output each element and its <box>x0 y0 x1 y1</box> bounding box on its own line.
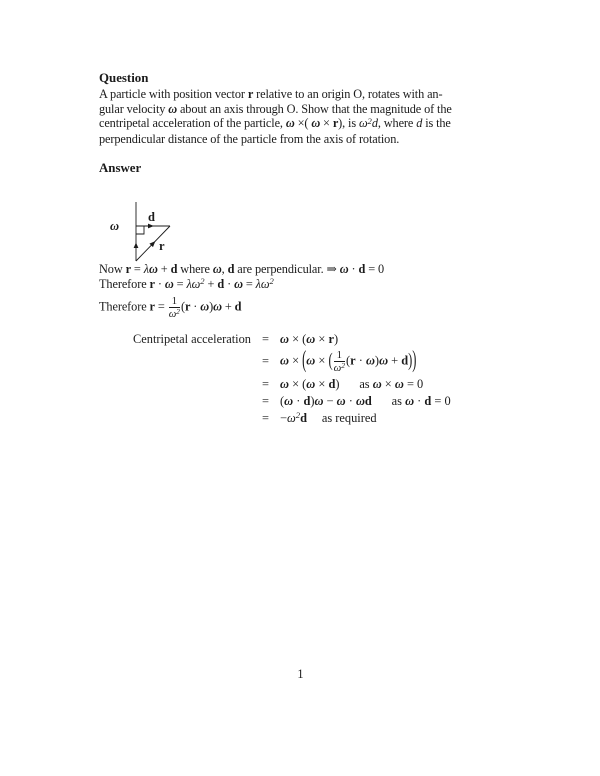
axis-arrowhead <box>134 243 139 249</box>
answer-heading: Answer <box>99 161 142 175</box>
d-vector-arrowhead <box>148 224 154 229</box>
question-line-2: gular velocity ω about an axis through O. Show that the magnitude of the <box>99 101 452 116</box>
question-paragraph <box>99 87 505 147</box>
equation-row <box>99 345 559 375</box>
equation-rhs: $-\omega^2d$ as required <box>280 409 377 425</box>
question-heading: Question <box>99 71 149 85</box>
equation-row <box>99 377 559 392</box>
working-line-1: Now r = λω + d where ω, d are perpendicular. ⇒ ω · d = 0 <box>99 262 385 276</box>
vector-diagram <box>106 199 180 269</box>
equation-rhs: ω × (ω × r) <box>280 332 339 346</box>
page-number: 1 <box>297 667 304 681</box>
question-line-4: perpendicular distance of the particle from the axis of rotation. <box>99 132 400 147</box>
working-line-2: Therefore $r \cdot \omega = \lambda\omega^2 + d \cdot \omega = \lambda\omega^2$ <box>99 276 274 291</box>
fraction: $\frac{1}{\omega^2}$ <box>168 295 180 321</box>
right-angle-marker <box>136 226 144 234</box>
omega-label: ω <box>110 219 120 233</box>
d-label: d <box>148 210 155 224</box>
equation-row <box>99 411 559 427</box>
working-line-3: Therefore r = $\frac{1}{\omega^2}$ (r · ω)ω + d <box>99 295 242 321</box>
fraction: $\frac{1}{\omega^2}$ <box>333 349 345 375</box>
equation-rhs: (ω · d)ω − ω · ωd as ω · d = 0 <box>280 393 451 408</box>
equation-row <box>99 394 559 409</box>
equation-row <box>99 332 559 347</box>
question-line-3: centripetal acceleration of the particle, ω ×( ω × r), is $\omega^2d$, where d is the <box>99 115 451 131</box>
answer-working <box>99 262 559 321</box>
r-label: r <box>159 239 165 253</box>
equals-sign: = <box>262 354 269 369</box>
equals-sign: = <box>262 411 269 426</box>
equation-lhs-label: Centripetal acceleration <box>133 332 251 346</box>
equation-rhs: ω × (ω × ( $\frac{1}{\omega^2}$ (r · ω)ω + d)) <box>280 345 417 375</box>
equals-sign: = <box>262 332 269 346</box>
equation-rhs: ω × (ω × d) as ω × ω = 0 <box>280 376 424 391</box>
equation-block <box>99 332 559 429</box>
equals-sign: = <box>262 393 269 408</box>
equals-sign: = <box>262 376 269 391</box>
question-line-1: A particle with position vector r relative to an origin O, rotates with an- <box>99 87 443 101</box>
